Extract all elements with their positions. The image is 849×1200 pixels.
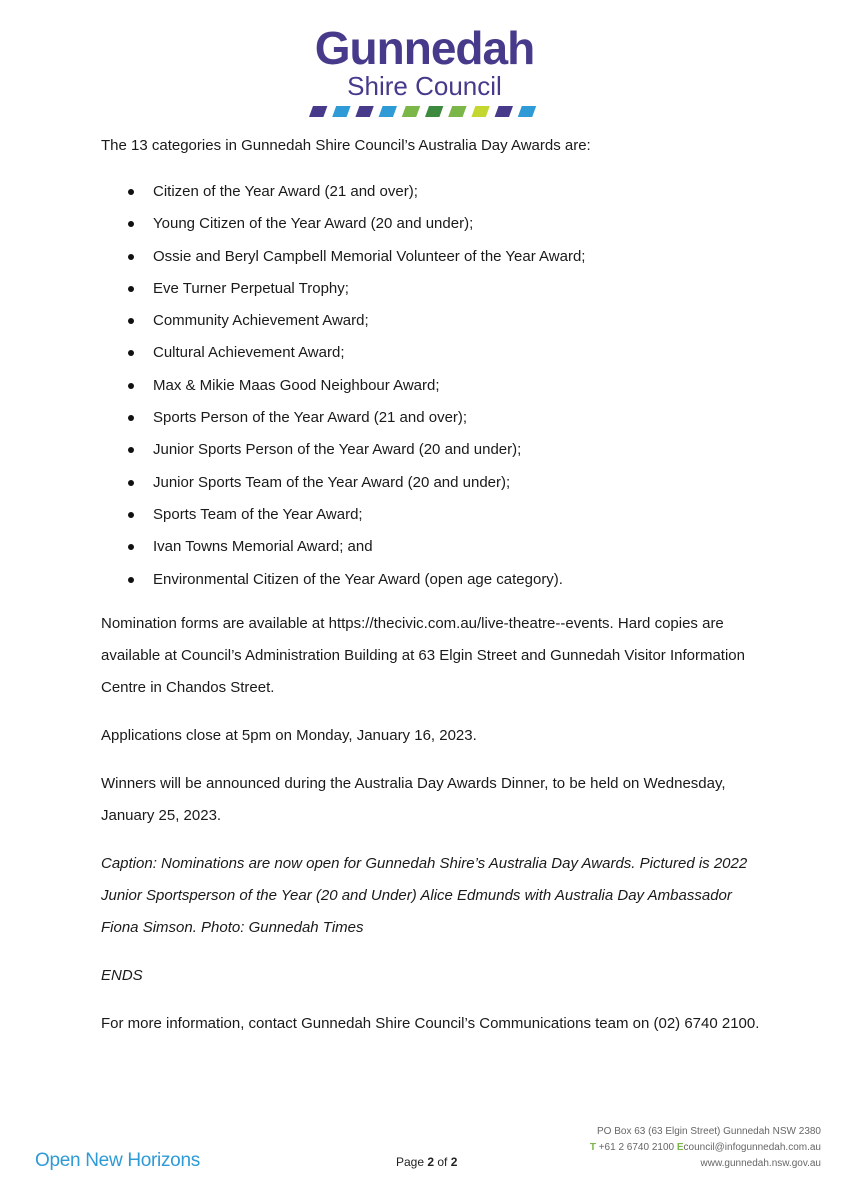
bullet-icon — [128, 447, 134, 453]
bullet-icon — [128, 577, 134, 583]
award-category-item — [101, 337, 761, 369]
logo-subtitle: Shire Council — [347, 71, 502, 101]
award-category-label: Ivan Towns Memorial Award; and — [153, 538, 373, 556]
bullet-icon — [128, 512, 134, 518]
award-category-label: Cultural Achievement Award; — [153, 344, 345, 362]
footer-address: PO Box 63 (63 Elgin Street) Gunnedah NSW 2380 — [596, 1126, 821, 1137]
bullet-icon — [128, 383, 134, 389]
phone-label: T — [589, 1142, 596, 1153]
award-category-item — [101, 370, 761, 402]
logo-stripe — [448, 106, 466, 117]
bullet-icon — [128, 350, 134, 356]
award-category-item — [101, 467, 761, 499]
logo-stripe — [425, 106, 443, 117]
document-body — [101, 130, 761, 1056]
email-label: E — [676, 1142, 684, 1153]
award-category-item — [101, 402, 761, 434]
award-category-label: Junior Sports Person of the Year Award (20 and under); — [153, 441, 522, 459]
bullet-icon — [128, 480, 134, 486]
award-category-item — [101, 241, 761, 273]
logo-stripe — [378, 106, 396, 117]
award-category-label: Environmental Citizen of the Year Award (open age category). — [153, 570, 563, 588]
award-categories-list — [101, 176, 761, 596]
logo-stripe — [401, 106, 419, 117]
award-category-item — [101, 434, 761, 466]
award-category-label: Young Citizen of the Year Award (20 and under); — [153, 215, 474, 233]
bullet-icon — [128, 189, 134, 195]
page-current: 2 — [427, 1155, 435, 1169]
contact-paragraph: For more information, contact Gunnedah Shire Council’s Communications team on (02) 6740 2100. — [101, 1014, 760, 1032]
footer-phone-email — [590, 1140, 821, 1156]
award-category-label: Max & Mikie Maas Good Neighbour Award; — [153, 376, 440, 394]
page-number — [396, 1155, 457, 1169]
council-logo — [0, 24, 849, 122]
applications-close-paragraph: Applications close at 5pm on Monday, January 16, 2023. — [101, 726, 477, 744]
award-category-label: Eve Turner Perpetual Trophy; — [153, 279, 349, 297]
page-separator: of — [434, 1155, 451, 1169]
award-category-item — [101, 273, 761, 305]
logo-name: Gunnedah — [314, 22, 535, 74]
logo-stripe — [309, 106, 327, 117]
footer-tagline: Open New Horizons — [35, 1150, 200, 1171]
award-category-label: Sports Person of the Year Award (21 and over); — [153, 409, 468, 427]
logo-stripe — [332, 106, 350, 117]
logo-stripe — [471, 106, 489, 117]
logo-stripe — [517, 106, 535, 117]
award-category-item — [101, 564, 761, 596]
award-category-item — [101, 499, 761, 531]
award-category-item — [101, 176, 761, 208]
bullet-icon — [128, 286, 134, 292]
bullet-icon — [128, 544, 134, 550]
award-category-label: Junior Sports Team of the Year Award (20 and under); — [153, 473, 511, 491]
award-category-label: Community Achievement Award; — [153, 312, 369, 330]
photo-caption: Caption: Nominations are now open for Gunnedah Shire’s Australia Day Awards. Pictured is 2022 Junior Sportsperson of the Year (20 and Under) Alice Edmunds with Australia Day Ambassador Fiona Simson. Photo: Gunnedah Times — [101, 854, 748, 936]
bullet-icon — [128, 254, 134, 260]
footer-phone: +61 2 6740 2100 — [598, 1142, 675, 1153]
footer-website[interactable]: www.gunnedah.nsw.gov.au — [700, 1158, 821, 1169]
bullet-icon — [128, 221, 134, 227]
page-prefix: Page — [396, 1155, 428, 1169]
logo-stripes — [309, 106, 541, 117]
footer-email[interactable]: council@infogunnedah.com.au — [683, 1142, 821, 1153]
winners-paragraph: Winners will be announced during the Australia Day Awards Dinner, to be held on Wednesday, January 25, 2023. — [101, 774, 726, 824]
bullet-icon — [128, 415, 134, 421]
award-category-label: Sports Team of the Year Award; — [153, 505, 363, 523]
award-category-item — [101, 531, 761, 563]
intro-text: The 13 categories in Gunnedah Shire Council’s Australia Day Awards are: — [101, 137, 591, 154]
award-category-item — [101, 305, 761, 337]
footer-contact-block — [590, 1124, 821, 1172]
award-category-item — [101, 208, 761, 240]
page-total: 2 — [450, 1155, 458, 1169]
logo-stripe — [355, 106, 373, 117]
nomination-paragraph: Nomination forms are available at https://thecivic.com.au/live-theatre--events. Hard copies are available at Council’s Administration Building at 63 Elgin Street and Gunnedah Visitor Information Centre in Chandos Street. — [101, 614, 745, 696]
ends-marker: ENDS — [101, 966, 143, 984]
award-category-label: Ossie and Beryl Campbell Memorial Volunteer of the Year Award; — [153, 247, 586, 265]
logo-stripe — [494, 106, 512, 117]
award-category-label: Citizen of the Year Award (21 and over); — [153, 183, 418, 200]
bullet-icon — [128, 318, 134, 324]
